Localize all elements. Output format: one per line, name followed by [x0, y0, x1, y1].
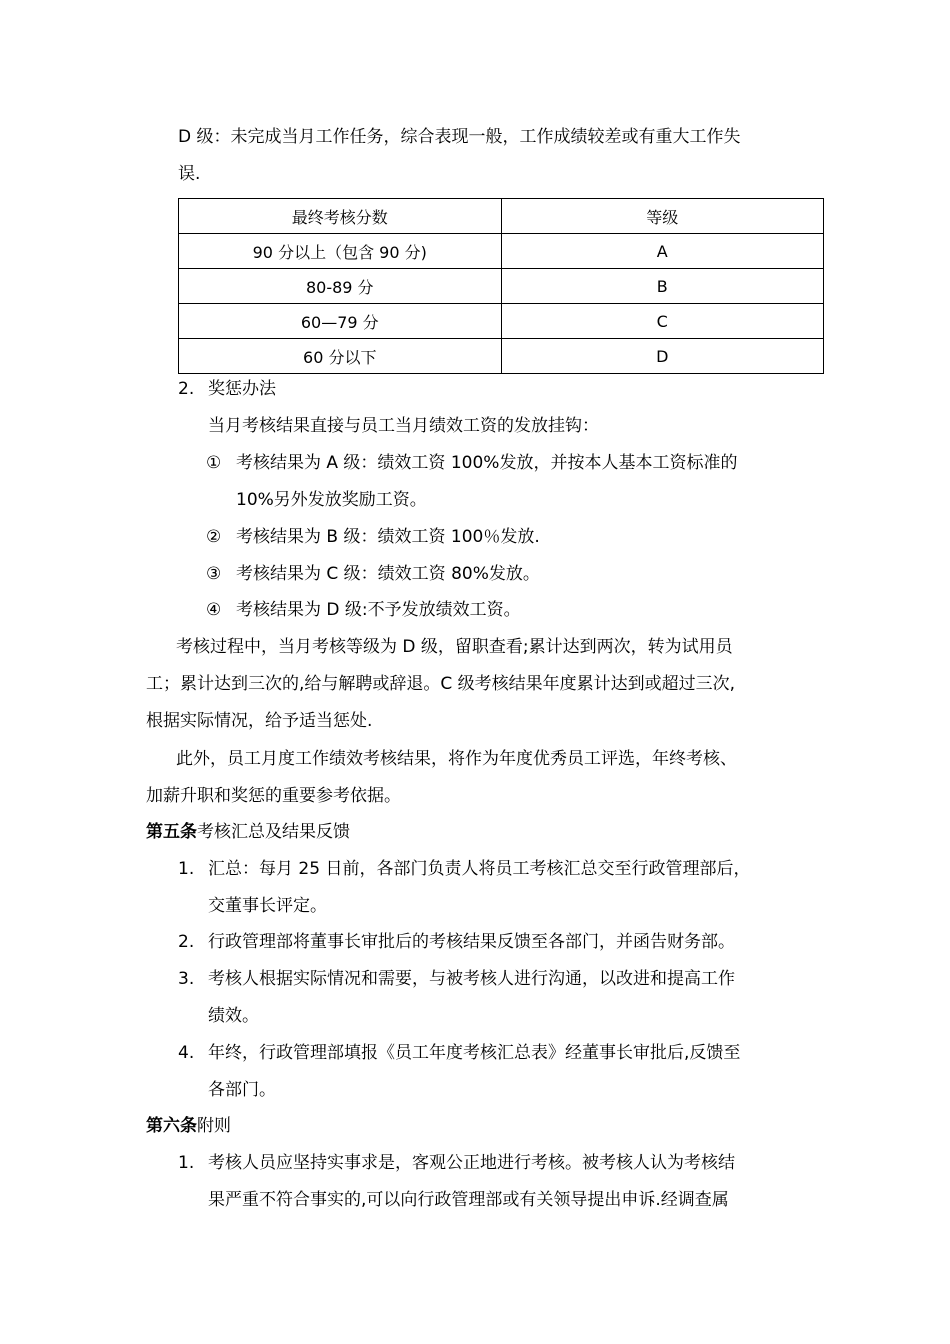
article-5-item-3-cont: 绩效。	[208, 1006, 259, 1026]
table-cell: 90 分以上（包含 90 分)	[179, 234, 502, 269]
rewards-number: 2.	[178, 379, 195, 399]
circled-number: ④	[206, 600, 222, 620]
table-cell: D	[501, 339, 824, 374]
item-number: 1.	[178, 859, 195, 879]
rewards-paragraph-2-line-2: 加薪升职和奖惩的重要参考依据。	[146, 786, 401, 806]
article-5-heading	[146, 820, 350, 844]
rewards-heading	[178, 377, 276, 401]
item-number: 2.	[178, 932, 195, 952]
item-number: 4.	[178, 1043, 195, 1063]
rewards-paragraph-1-line-2: 工；累计达到三次的,给与解聘或辞退。C 级考核结果年度累计达到或超过三次,	[146, 674, 736, 694]
reward-item-2	[206, 525, 540, 549]
table-cell: 60—79 分	[179, 304, 502, 339]
reward-item-3	[206, 562, 540, 586]
article-6-item-1	[178, 1151, 735, 1175]
table-row	[179, 339, 824, 374]
reward-item-1-cont: 10%另外发放奖励工资。	[236, 490, 427, 510]
grade-table	[178, 198, 824, 374]
article-title: 附则	[197, 1116, 231, 1136]
rewards-lead: 当月考核结果直接与员工当月绩效工资的发放挂钩：	[208, 416, 599, 436]
table-header-row	[179, 199, 824, 234]
circled-number: ①	[206, 453, 222, 473]
article-label: 第六条	[146, 1116, 197, 1136]
table-row	[179, 304, 824, 339]
article-5-item-2	[178, 930, 735, 954]
article-5-item-4	[178, 1041, 740, 1065]
reward-item-4	[206, 598, 521, 622]
table-row	[179, 269, 824, 304]
article-title: 考核汇总及结果反馈	[197, 822, 350, 842]
item-text: 考核人根据实际情况和需要，与被考核人进行沟通，以改进和提高工作	[208, 969, 735, 989]
circled-number: ③	[206, 564, 222, 584]
rewards-paragraph-1-line-3: 根据实际情况，给予适当惩处.	[146, 711, 373, 731]
item-text: 年终，行政管理部填报《员工年度考核汇总表》经董事长审批后,反馈至	[208, 1043, 741, 1063]
article-5-item-1-cont: 交董事长评定。	[208, 896, 327, 916]
rewards-paragraph-1-line-1: 考核过程中，当月考核等级为 D 级，留职查看;累计达到两次，转为试用员	[176, 637, 733, 657]
reward-item-text: 考核结果为 D 级:不予发放绩效工资。	[236, 600, 521, 620]
table-cell: A	[501, 234, 824, 269]
article-5-item-4-cont: 各部门。	[208, 1080, 276, 1100]
article-5-item-3	[178, 967, 735, 991]
table-cell: B	[501, 269, 824, 304]
table-cell: C	[501, 304, 824, 339]
reward-item-1	[206, 451, 737, 475]
table-cell: 80-89 分	[179, 269, 502, 304]
reward-item-text: 考核结果为 C 级：绩效工资 80%发放。	[236, 564, 540, 584]
rewards-title: 奖惩办法	[208, 379, 276, 399]
item-number: 1.	[178, 1153, 195, 1173]
table-cell: 60 分以下	[179, 339, 502, 374]
item-text: 行政管理部将董事长审批后的考核结果反馈至各部门，并函告财务部。	[208, 932, 735, 952]
table-header-cell: 等级	[501, 199, 824, 234]
circled-number: ②	[206, 527, 222, 547]
article-6-heading	[146, 1114, 231, 1138]
reward-item-text: 考核结果为 A 级：绩效工资 100%发放，并按本人基本工资标准的	[236, 453, 738, 473]
table-header-cell: 最终考核分数	[179, 199, 502, 234]
item-text: 考核人员应坚持实事求是，客观公正地进行考核。被考核人认为考核结	[208, 1153, 735, 1173]
rewards-paragraph-2-line-1: 此外，员工月度工作绩效考核结果，将作为年度优秀员工评选，年终考核、	[176, 749, 737, 769]
article-label: 第五条	[146, 822, 197, 842]
item-number: 3.	[178, 969, 195, 989]
intro-line-2: 误.	[178, 164, 201, 184]
item-text: 汇总：每月 25 日前，各部门负责人将员工考核汇总交至行政管理部后，	[208, 859, 751, 879]
article-6-item-1-cont: 果严重不符合事实的,可以向行政管理部或有关领导提出申诉.经调查属	[208, 1190, 729, 1210]
article-5-item-1	[178, 857, 750, 881]
reward-item-text: 考核结果为 B 级：绩效工资 100％发放.	[236, 527, 540, 547]
table-row	[179, 234, 824, 269]
intro-line-1: D 级：未完成当月工作任务，综合表现一般，工作成绩较差或有重大工作失	[178, 127, 741, 147]
